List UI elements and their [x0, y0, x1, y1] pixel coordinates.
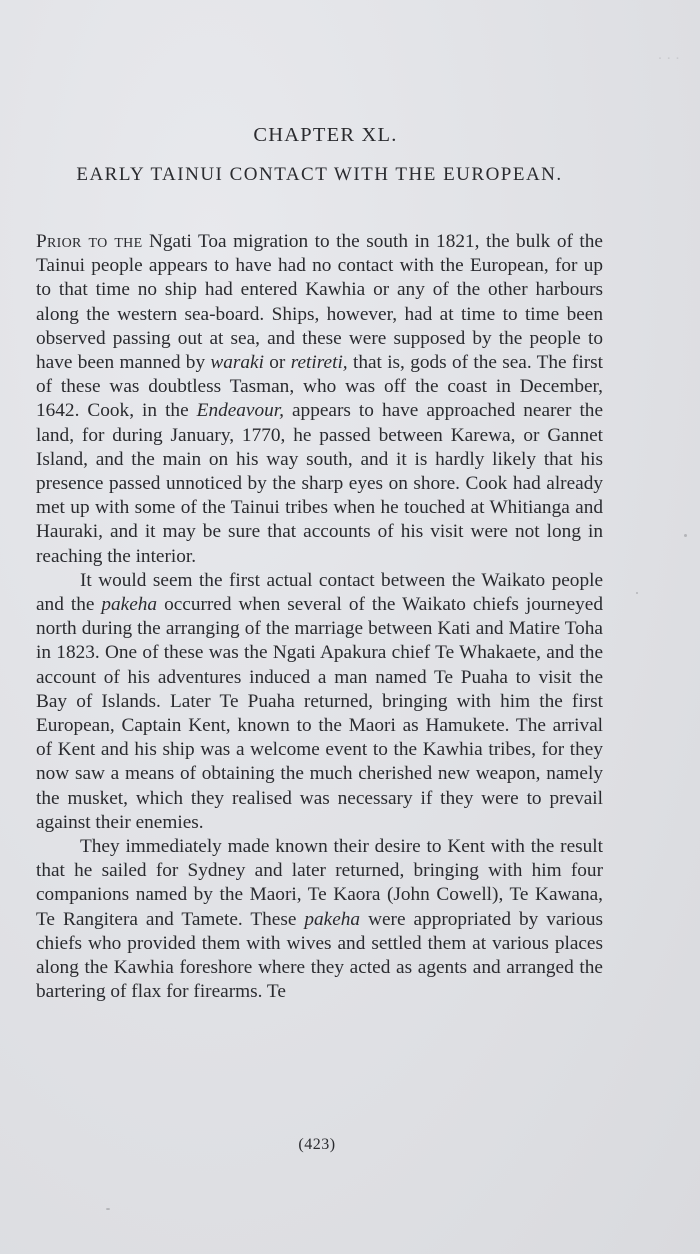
italic-word: pakeha — [101, 594, 158, 616]
text-segment: It would seem the first actual contact between the Waikato people and the — [36, 569, 603, 616]
paper-speck — [684, 534, 687, 537]
paragraph-3 — [36, 835, 603, 1004]
body-text — [36, 230, 603, 1005]
text-segment: were appropriated by various chiefs who provided them with wives and settled them at various places along the Kawhia foreshore where they acted as agents and arranged the bartering of flax for firearms. Te — [36, 908, 604, 1003]
bleed-through-text: · · · — [657, 51, 680, 67]
lead-in-small-caps: Prior to the — [36, 231, 143, 252]
ship-name: Endeavour, — [196, 400, 284, 422]
chapter-title: EARLY TAINUI CONTACT WITH THE EUROPEAN. — [76, 164, 563, 185]
paragraph-2 — [36, 569, 603, 835]
paper-speck — [636, 592, 638, 594]
text-segment: appears to have approached nearer the land, for during January, 1770, he passed between Karewa, or Gannet Island, and the main on his way south, and it is hardly likely that his presence passed unnoticed by the sharp eyes on shore. Cook had already met up with some of the Tainui tribes when he touched at Whitianga and Hauraki, and it may be sure that accounts of his visit were not long in reaching the interior. — [36, 400, 603, 567]
italic-word: waraki — [210, 352, 264, 374]
text-segment: occurred when several of the Waikato chiefs journeyed north during the arranging of the marriage between Kati and Matire Toha in 1823. One of these was the Ngati Apakura chief Te Whakaete, and the account of his adventures induced a man named Te Puaha to visit the Bay of Islands. Later Te Puaha returned, bringing with him the first European, Captain Kent, known to the Maori as Hamukete. The arrival of Kent and his ship was a welcome event to the Kawhia tribes, for they now saw a means of obtaining the much cherished new weapon, namely the musket, which they realised was necessary if they were to prevail against their enemies. — [36, 594, 603, 833]
paragraph-1 — [36, 230, 603, 569]
text-segment: or — [263, 352, 291, 374]
text-segment: They immediately made known their desire to Kent with the result that he sailed for Sydney and later returned, bringing with him four companions named by the Maori, Te Kaora (John Cowell), Te Kawana, Te Rangitera and Tamete. These — [36, 836, 603, 930]
italic-word: pakeha — [304, 908, 361, 930]
italic-word: retireti, — [290, 352, 348, 374]
paper-speck — [106, 1208, 110, 1210]
page-number: (423) — [298, 1136, 336, 1153]
book-page — [36, 114, 603, 1005]
text-segment: Ngati Toa migration to the south in 1821, the bulk of the Tainui people appears to have had no contact with the European, for up to that time no ship had entered Kawhia or any of the other harbours along the western sea-board. Ships, however, had at time to time been observed passing out at sea, and these were supposed by the people to have been manned by — [36, 231, 603, 374]
chapter-number: CHAPTER XL. — [253, 124, 398, 146]
text-segment: that is, gods of the sea. The first of these was doubtless Tasman, who was off the coast in December, 1642. Cook, in the — [36, 352, 603, 422]
